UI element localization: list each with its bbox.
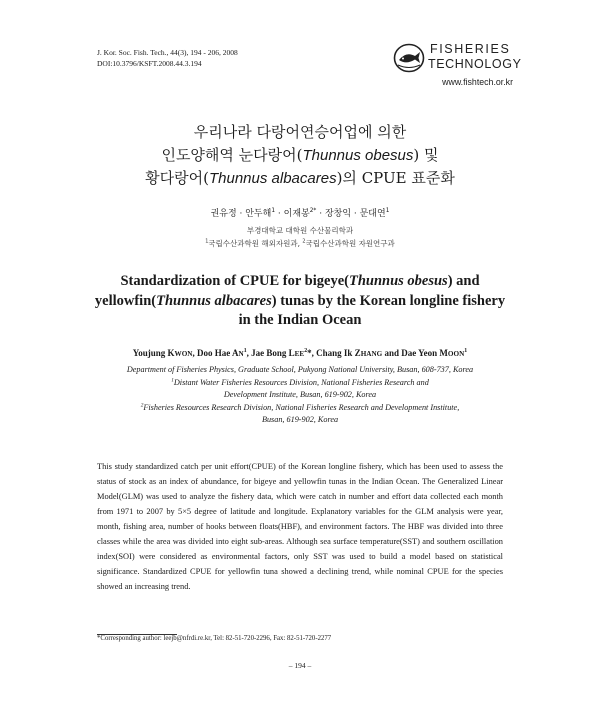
affil-marker: 1 bbox=[205, 238, 209, 245]
corresponding-marker: * bbox=[307, 348, 312, 358]
fish-logo-icon bbox=[393, 43, 425, 73]
english-title-line-1 bbox=[60, 272, 540, 292]
english-title bbox=[60, 272, 540, 331]
species-name: Thunnus albacares bbox=[156, 292, 272, 309]
author-name-smallcaps: EE bbox=[294, 350, 305, 358]
author-names: 권유정 · 안두해 bbox=[210, 209, 272, 219]
doi-line: DOI:10.3796/KSFT.2008.44.3.194 bbox=[97, 58, 202, 68]
title-text: yellowfin( bbox=[94, 292, 157, 309]
affil-marker: 1 bbox=[271, 208, 276, 214]
journal-website[interactable]: www.fishtech.or.kr bbox=[442, 77, 513, 87]
author-name: , Chang Ik Z bbox=[311, 348, 361, 358]
korean-affiliations bbox=[0, 224, 600, 250]
title-text: ) tunas by the Korean longline fishery bbox=[271, 292, 506, 309]
logo-line-2: TECHNOLOGY bbox=[428, 57, 522, 71]
korean-title-text: )의 CPUE 표준화 bbox=[336, 169, 455, 187]
affil-text: 국립수산과학원 해외자원과, bbox=[208, 239, 303, 248]
title-text: Standardization of CPUE for bigeye( bbox=[120, 273, 349, 289]
english-affil-line bbox=[0, 377, 600, 390]
english-affil-line: Department of Fisheries Physics, Graduate School, Pukyong National University, Busan, 608-737, Korea bbox=[126, 365, 474, 374]
citation-line: J. Kor. Soc. Fish. Tech., 44(3), 194 - 206, 2008 bbox=[97, 48, 238, 57]
affil-text: Fisheries Resources Research Division, National Fisheries Research and Development Institute, bbox=[143, 402, 460, 412]
author-name: and Dae Yeon M bbox=[382, 348, 448, 358]
affil-text: Distant Water Fisheries Resources Division, National Fisheries Research and bbox=[173, 377, 429, 387]
affil-marker: 1 bbox=[243, 348, 247, 354]
english-affiliations bbox=[0, 364, 600, 427]
author-name-smallcaps: WON bbox=[174, 350, 193, 358]
author-name: , Doo Hae A bbox=[192, 348, 239, 358]
corresponding-author-footnote bbox=[97, 635, 331, 642]
korean-title-text: 인도양해역 눈다랑어( bbox=[161, 145, 303, 164]
abstract-paragraph: This study standardized catch per unit effort(CPUE) of the Korean longline fishery, which has been used to assess the status of stock as an index of abundance, for bigeye and yellowfin tunas in the Indian Ocean. The Generalized Linear Model(GLM) was used to analyze the fishery data, which were catch in number and effort data collected each month from 1971 to 2007 by 5×5 degree of latitude and longitude. Explanatory variables for the GLM analysis were year, month, fishing area, number of hooks between floats(HBF), and environment factors. The HBF was divided into three classes while the area was divided into eight sub-areas. Although sea surface temperature(SST) and southern oscillation index(SOI) were considered as environmental factors, only SST was used to build a model based on statistical significance. Standardized CPUE for yellowfin tuna showed a declining trend, while nominal CPUE for the species showed an increasing trend. bbox=[97, 462, 503, 591]
korean-affil-1: 부경대학교 대학원 수산물리학과 bbox=[246, 226, 354, 235]
affil-marker: 2* bbox=[309, 208, 317, 214]
korean-title-text: ) 및 bbox=[413, 145, 439, 164]
korean-title-line-1: 우리나라 다랑어연승어업에 의한 bbox=[193, 123, 407, 141]
affil-marker: 2 bbox=[140, 402, 144, 409]
author-names: · 이재봉 bbox=[275, 209, 310, 219]
english-affil-line: Busan, 619-902, Korea bbox=[261, 415, 339, 425]
author-name: Youjung K bbox=[132, 348, 175, 358]
corresponding-marker: * bbox=[97, 635, 101, 642]
korean-title-line-3 bbox=[0, 167, 600, 191]
affil-marker: 2 bbox=[304, 348, 308, 354]
author-names: · 장창익 · 문대연 bbox=[316, 209, 386, 219]
korean-title-text: 황다랑어( bbox=[145, 169, 209, 187]
korean-authors bbox=[0, 206, 600, 219]
affil-marker: 2 bbox=[302, 238, 306, 245]
english-affil-line: Development Institute, Busan, 619-902, Korea bbox=[223, 390, 377, 400]
species-name: Thunnus obesus bbox=[302, 146, 414, 164]
journal-logo bbox=[393, 40, 522, 92]
affil-marker: 1 bbox=[464, 348, 468, 354]
page-number: – 194 – bbox=[288, 661, 312, 670]
korean-affil-2 bbox=[0, 237, 600, 250]
english-affil-line bbox=[0, 402, 600, 415]
author-name-smallcaps: N bbox=[238, 350, 244, 358]
english-authors bbox=[0, 348, 600, 358]
author-name-smallcaps: OON bbox=[447, 350, 465, 358]
korean-title-line-2 bbox=[0, 144, 600, 168]
journal-citation bbox=[97, 48, 238, 69]
author-name: , Jae Bong L bbox=[246, 348, 295, 358]
footnote-text: Corresponding author: leejb@nfrdi.re.kr, Tel: 82-51-720-2296, Fax: 82-51-720-2277 bbox=[100, 635, 332, 642]
korean-title bbox=[0, 121, 600, 191]
author-name-smallcaps: HANG bbox=[360, 350, 383, 358]
affil-marker: 1 bbox=[385, 208, 390, 214]
logo-line-1: FISHERIES bbox=[430, 42, 511, 56]
species-name: Thunnus albacares bbox=[208, 170, 337, 187]
english-title-line-3: in the Indian Ocean bbox=[238, 312, 362, 328]
title-text: ) and bbox=[447, 273, 480, 289]
affil-marker: 1 bbox=[171, 376, 174, 383]
english-title-line-2 bbox=[60, 292, 540, 312]
species-name: Thunnus obesus bbox=[348, 273, 448, 289]
affil-text: 국립수산과학원 자원연구과 bbox=[305, 239, 395, 248]
